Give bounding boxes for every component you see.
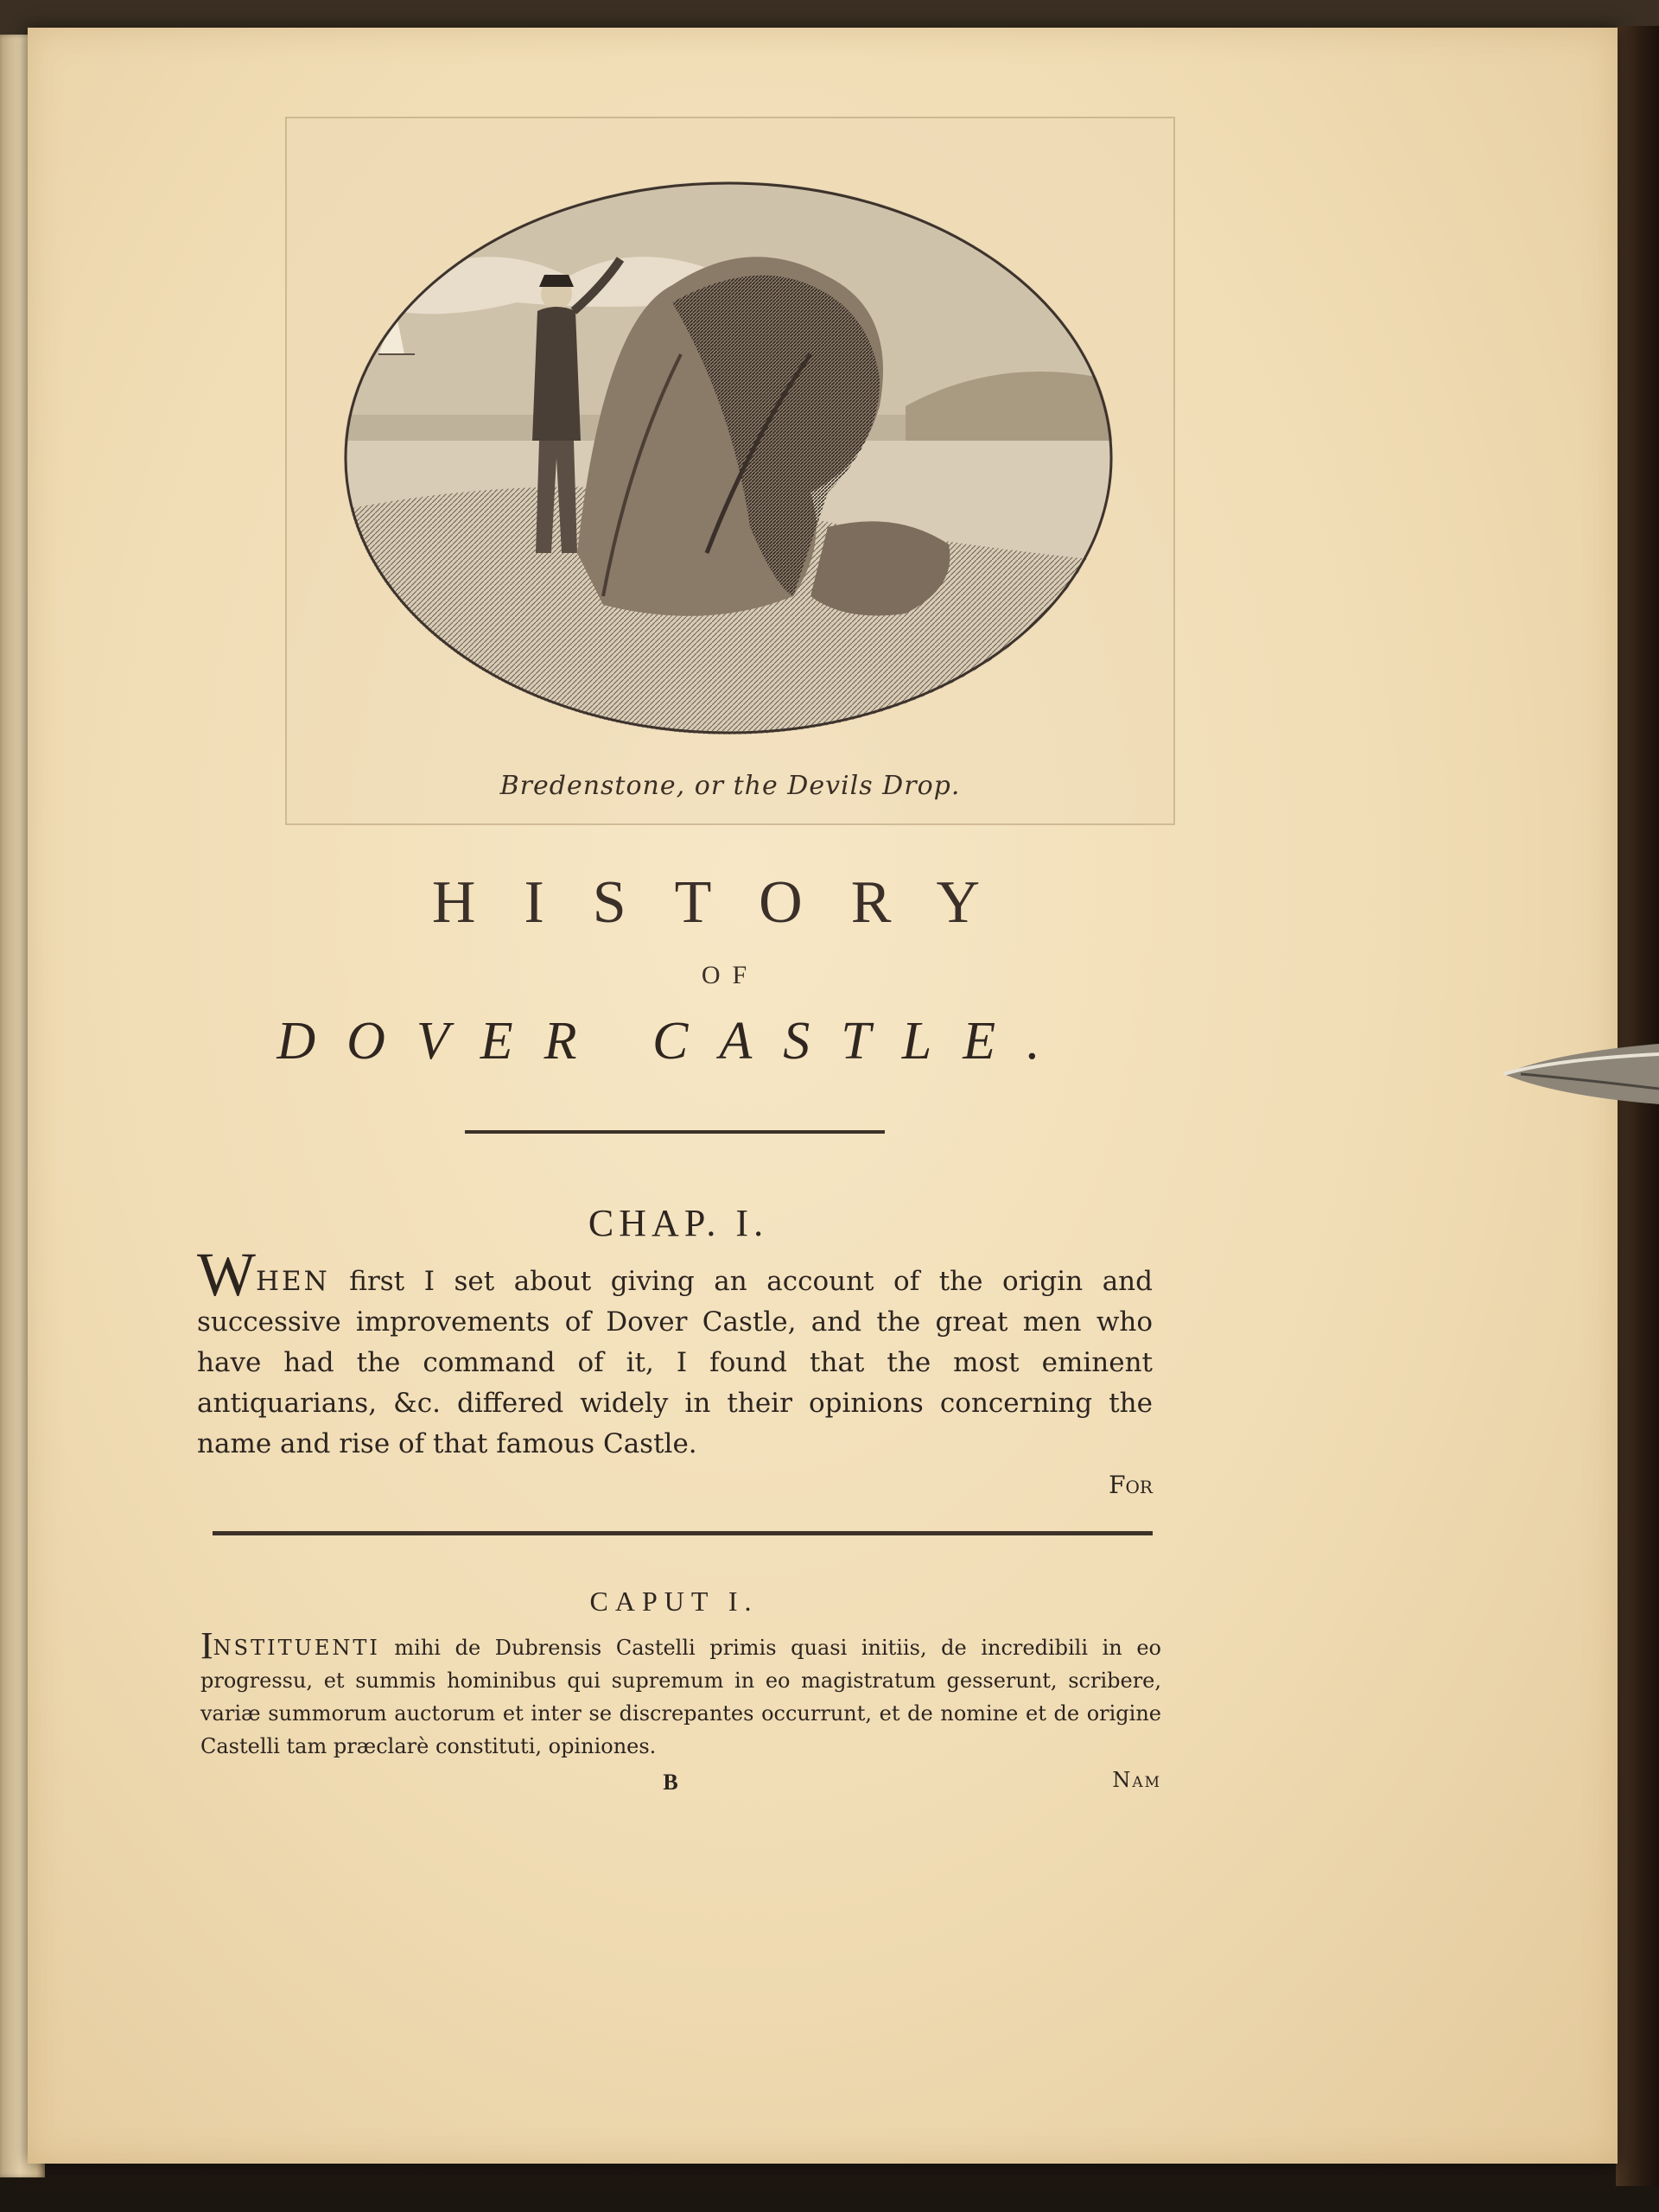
chapter-paragraph — [197, 1240, 1153, 1465]
latin-opening-caps: NSTITUENTI — [213, 1636, 380, 1660]
chapter-heading: CHAP. I. — [588, 1202, 769, 1244]
plate-caption: Bredenstone, or the Devils Drop. — [499, 771, 961, 801]
catchword-latin: Nam — [1112, 1768, 1161, 1792]
chapter-dropcap: W — [197, 1240, 256, 1309]
latin-paragraph — [200, 1624, 1161, 1763]
catchword-english: For — [1109, 1471, 1153, 1499]
title-subject: DOVER CASTLE. — [276, 1012, 1071, 1071]
engraving-rock-figure-icon — [344, 181, 1113, 734]
latin-text: mihi de Dubrensis Castelli primis quasi initiis, de incredibili in eo progressu, et summis hominibus qui supremum in eo magistratum gesserunt, scribere, variæ summorum auctorum et inter se discrepantes occurrunt, et de nomine et de origine Castelli tam præclarè constituti, opiniones. — [200, 1636, 1161, 1758]
chapter-opening-caps: HEN — [255, 1266, 330, 1297]
caput-heading: CAPUT I. — [589, 1586, 759, 1617]
latin-dropcap: I — [200, 1624, 213, 1667]
title-connector: OF — [701, 961, 760, 989]
signature-mark: B — [663, 1770, 678, 1795]
page-title: HISTORY — [431, 869, 1029, 936]
pen-nib-pointer-icon — [1503, 1035, 1659, 1113]
title-rule — [465, 1130, 885, 1134]
section-rule — [213, 1531, 1153, 1535]
chapter-text: first I set about giving an account of the origin and successive improvements of Dover Castle, and the great men who have had the command of it, I found that the most eminent antiquarians, &c. differed widely in their opinions concerning the name and rise of that famous Castle. — [197, 1266, 1153, 1459]
